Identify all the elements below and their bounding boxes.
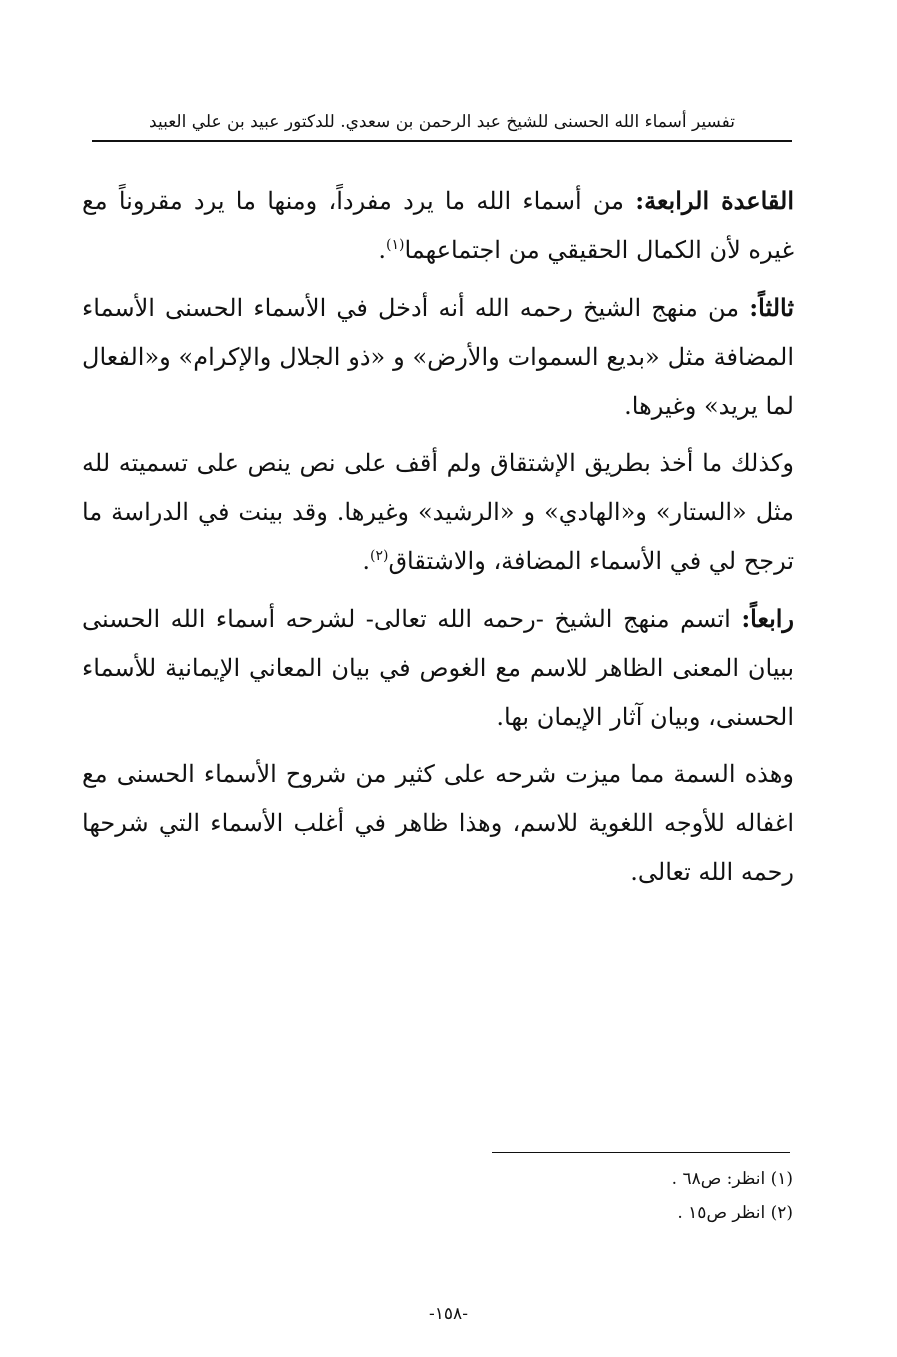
paragraph-lead: القاعدة الرابعة: bbox=[635, 186, 795, 215]
footnote-2: (٢) انظر ص١٥ . bbox=[677, 1203, 793, 1223]
page-number: -١٥٨- bbox=[429, 1304, 468, 1324]
paragraph-text: اتسم منهج الشيخ -رحمه الله تعالى- لشرحه أسماء الله الحسنى ببيان المعنى الظاهر للاسم مع الغوص في بيان المعاني الإيمانية للأسماء الحسنى، وبيان آثار الإيمان بها. bbox=[82, 605, 794, 731]
footnote-ref: (١) bbox=[385, 237, 405, 253]
body-text bbox=[82, 176, 794, 905]
paragraph-fourth bbox=[82, 594, 794, 742]
paragraph-lead: ثالثاً: bbox=[749, 293, 795, 322]
paragraph-rule-four bbox=[82, 176, 794, 275]
paragraph-derivation bbox=[82, 439, 794, 586]
paragraph-text: من منهج الشيخ رحمه الله أنه أدخل في الأسماء الحسنى الأسماء المضافة مثل «بديع السموات والأرض» و «ذو الجلال والإكرام» و«الفعال لما يريد» وغيرها. bbox=[82, 294, 794, 420]
paragraph-third bbox=[82, 283, 794, 431]
paragraph-text: من أسماء الله ما يرد مفرداً، ومنها ما يرد مقروناً مع غيره لأن الكمال الحقيقي من اجتماعهما bbox=[82, 187, 794, 264]
paragraph-feature bbox=[82, 750, 794, 897]
paragraph-lead: رابعاً: bbox=[741, 604, 794, 633]
footnote-separator bbox=[492, 1152, 790, 1153]
paragraph-tail: . bbox=[378, 236, 386, 264]
paragraph-text: وهذه السمة مما ميزت شرحه على كثير من شروح الأسماء الحسنى مع اغفاله للأوجه اللغوية للاسم، وهذا ظاهر في أغلب الأسماء التي شرحها رحمه الله تعالى. bbox=[82, 760, 794, 886]
footnote-ref: (٢) bbox=[369, 548, 389, 564]
paragraph-text: وكذلك ما أخذ بطريق الإشتقاق ولم أقف على نص ينص على تسميته لله مثل «الستار» و«الهادي» و «الرشيد» وغيرها. وقد بينت في الدراسة ما ترجح لي في الأسماء المضافة، والاشتقاق bbox=[82, 449, 794, 575]
paragraph-tail: . bbox=[362, 547, 370, 575]
footnote-1: (١) انظر: ص٦٨ . bbox=[671, 1169, 793, 1189]
footnotes bbox=[672, 1162, 793, 1230]
running-header: تفسير أسماء الله الحسنى للشيخ عبد الرحمن بن سعدي. للدكتور عبيد بن علي العبيد bbox=[92, 112, 792, 142]
